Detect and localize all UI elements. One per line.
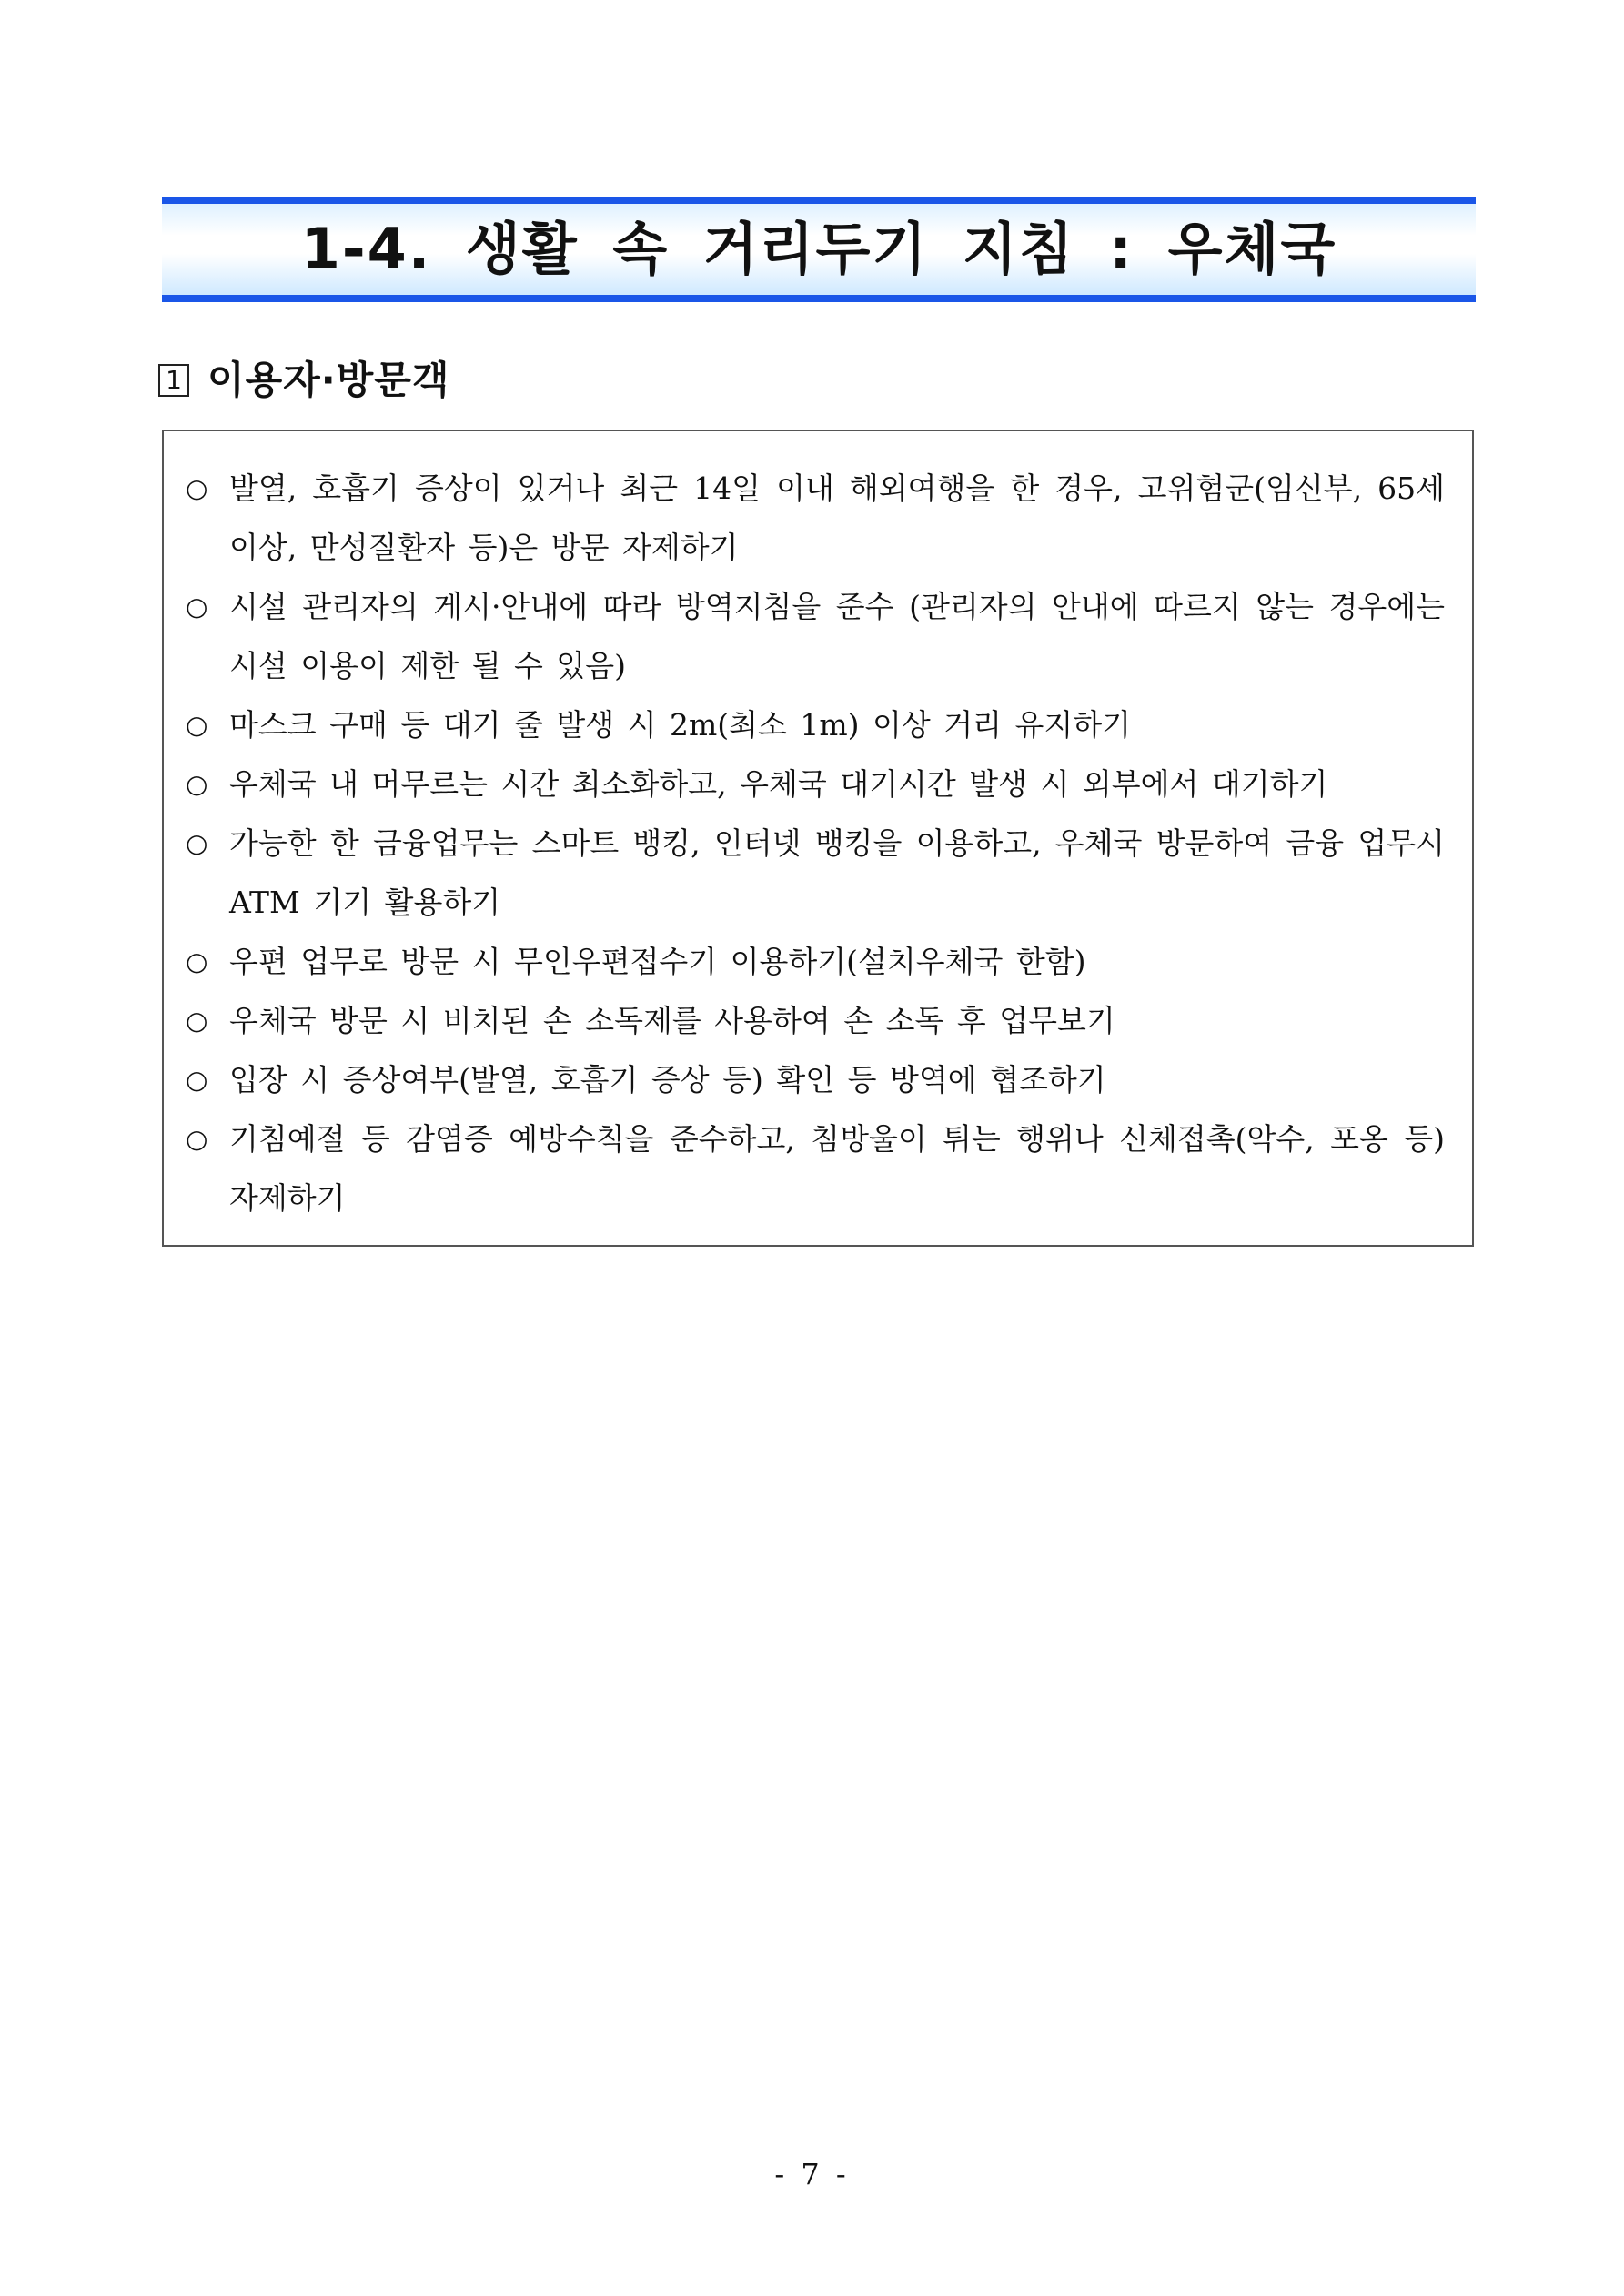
list-item-text: 기침예절 등 감염증 예방수칙을 준수하고, 침방울이 튀는 행위나 신체접촉(악수, 포옹 등) 자제하기 [229,1121,1445,1216]
bullet-circle-icon: ○ [186,946,208,976]
guidelines-box [162,430,1474,1247]
list-item [182,459,1445,577]
page-title: 1-4. 생활 속 거리두기 지침 : 우체국 [300,216,1337,282]
list-item-text: 입장 시 증상여부(발열, 호흡기 증상 등) 확인 등 방역에 협조하기 [229,1062,1106,1097]
bullet-circle-icon: ○ [186,769,208,799]
bullet-circle-icon: ○ [186,1124,208,1154]
list-item [182,1109,1445,1228]
list-item [182,814,1445,932]
bullet-circle-icon: ○ [186,1065,208,1095]
list-item [182,754,1445,814]
list-item [182,1050,1445,1109]
list-item [182,695,1445,754]
list-item [182,991,1445,1050]
section-number-box: 1 [158,364,189,397]
bullet-circle-icon: ○ [186,1006,208,1036]
list-item [182,577,1445,695]
bullet-circle-icon: ○ [186,473,208,503]
page-number: - 7 - [774,2157,850,2191]
bullet-circle-icon: ○ [186,828,208,858]
list-item-text: 우편 업무로 방문 시 무인우편접수기 이용하기(설치우체국 한함) [229,944,1086,979]
list-item-text: 시설 관리자의 게시·안내에 따라 방역지침을 준수 (관리자의 안내에 따르지 않는 경우에는 시설 이용이 제한 될 수 있음) [229,589,1445,683]
list-item-text: 우체국 방문 시 비치된 손 소독제를 사용하여 손 소독 후 업무보기 [229,1003,1115,1038]
list-item-text: 발열, 호흡기 증상이 있거나 최근 14일 이내 해외여행을 한 경우, 고위험군(임신부, 65세 이상, 만성질환자 등)은 방문 자제하기 [229,470,1445,565]
list-item [182,932,1445,991]
bullet-circle-icon: ○ [186,592,208,622]
section-heading [158,353,449,408]
title-banner [162,197,1476,302]
list-item-text: 가능한 한 금융업무는 스마트 뱅킹, 인터넷 뱅킹을 이용하고, 우체국 방문하여 금융 업무시 ATM 기기 활용하기 [229,825,1445,920]
section-title: 이용자·방문객 [207,358,450,402]
guidelines-list [182,459,1445,1228]
list-item-text: 마스크 구매 등 대기 줄 발생 시 2m(최소 1m) 이상 거리 유지하기 [229,707,1132,743]
bullet-circle-icon: ○ [186,710,208,740]
list-item-text: 우체국 내 머무르는 시간 최소화하고, 우체국 대기시간 발생 시 외부에서 대기하기 [229,766,1328,802]
